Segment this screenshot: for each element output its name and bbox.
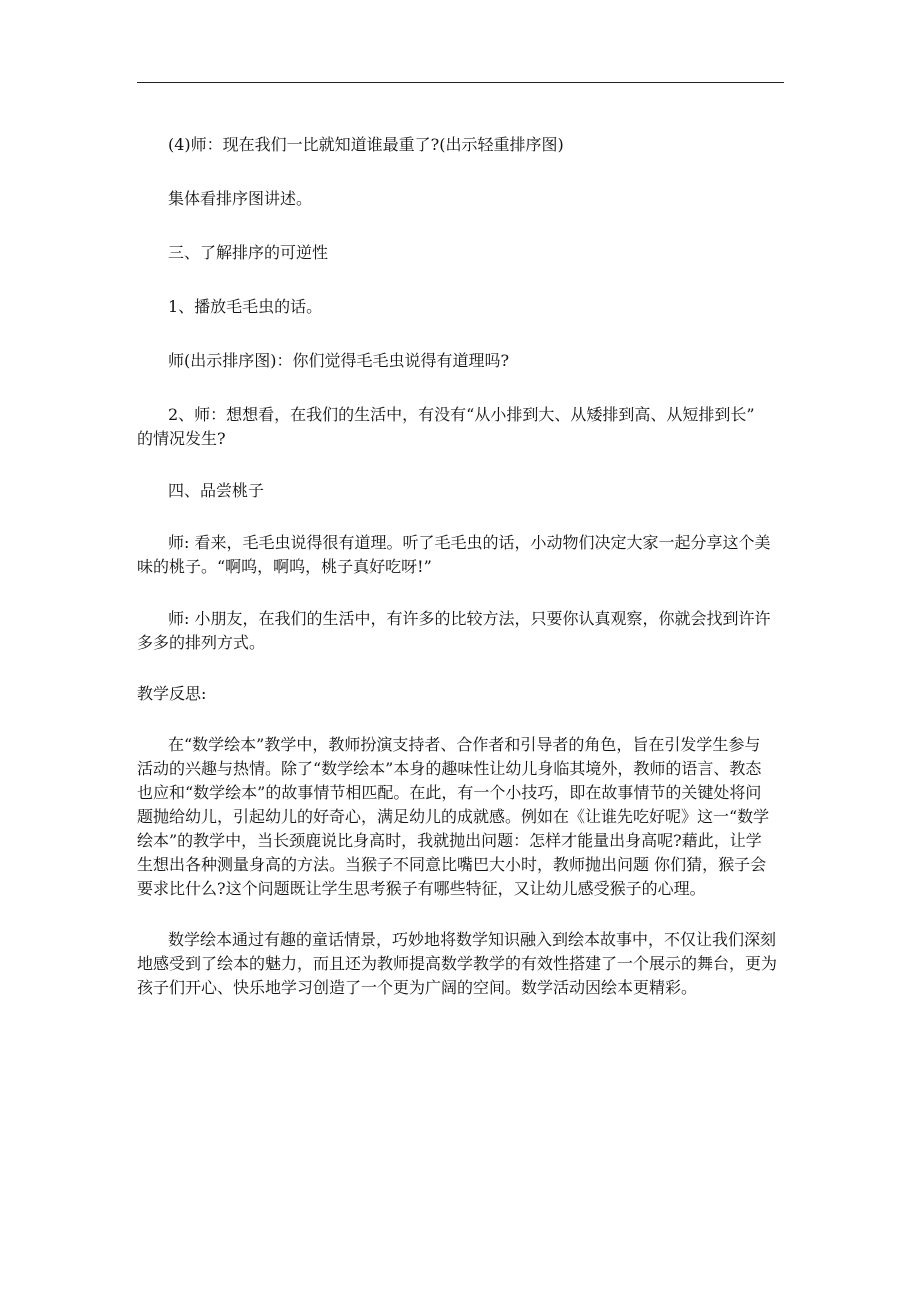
text-line: 也应和“数学绘本”的故事情节相匹配。在此，有一个小技巧，即在故事情节的关键处将问	[137, 783, 762, 802]
paragraph-reflection-1	[137, 733, 782, 901]
text-line: 在“数学绘本”教学中，教师扮演支持者、合作者和引导者的角色，旨在引发学生参与	[168, 735, 761, 754]
text-line: 1、播放毛毛虫的话。	[168, 297, 323, 316]
section-heading-teaching-reflection	[137, 682, 782, 706]
paragraph-reflection-2	[137, 928, 782, 1000]
paragraph-teacher-question	[137, 349, 782, 373]
paragraph-share-peach	[137, 531, 782, 579]
text-line: 地感受到了绘本的魅力，而且还为教师提高数学教学的有效性搭建了一个展示的舞台，更为	[137, 954, 778, 973]
text-line: 数学绘本通过有趣的童话情景，巧妙地将数学知识融入到绘本故事中，不仅让我们深刻	[168, 930, 777, 949]
text-line: 要求比什么?这个问题既让学生思考猴子有哪些特征，又让幼儿感受猴子的心理。	[137, 879, 706, 898]
paragraph-play-caterpillar	[137, 295, 782, 319]
text-line: 师(出示排序图)：你们觉得毛毛虫说得有道理吗?	[168, 351, 510, 370]
paragraph-group-narration	[137, 187, 782, 211]
text-line: 三、了解排序的可逆性	[168, 243, 329, 262]
section-heading-taste-peach	[137, 479, 782, 503]
text-line: 题抛给幼儿，引起幼儿的好奇心，满足幼儿的成就感。例如在《让谁先吃好呢》这一“数学	[137, 807, 770, 826]
text-line: 活动的兴趣与热情。除了“数学绘本”本身的趣味性让幼儿身临其境外，教师的语言、教态	[137, 759, 762, 778]
text-line: (4)师：现在我们一比就知道谁最重了?(出示轻重排序图)	[168, 135, 564, 154]
text-line: 的情况发生?	[137, 429, 226, 448]
text-line: 师: 看来，毛毛虫说得很有道理。听了毛毛虫的话，小动物们决定大家一起分享这个美	[168, 533, 771, 552]
header-rule	[137, 82, 784, 83]
text-line: 孩子们开心、快乐地学习创造了一个更为广阔的空间。数学活动因绘本更精彩。	[137, 978, 698, 997]
paragraph-think-about-life	[137, 403, 782, 451]
text-line: 绘本”的教学中，当长颈鹿说比身高时，我就抛出问题：怎样才能量出身高呢?藉此，让学	[137, 831, 762, 850]
text-line: 味的桃子。“啊呜，啊呜，桃子真好吃呀!”	[137, 557, 432, 576]
text-line: 教学反思:	[137, 684, 207, 703]
document-body	[137, 133, 782, 1000]
text-line: 多多的排列方式。	[137, 633, 266, 652]
text-line: 生想出各种测量身高的方法。当猴子不同意比嘴巴大小时，教师抛出问题 你们猜，猴子会	[137, 855, 767, 874]
text-line: 师: 小朋友，在我们的生活中，有许多的比较方法，只要你认真观察，你就会找到许许	[168, 609, 771, 628]
paragraph-comparison-methods	[137, 607, 782, 655]
text-line: 四、品尝桃子	[168, 481, 265, 500]
text-line: 集体看排序图讲述。	[168, 189, 313, 208]
text-line: 2、师：想想看，在我们的生活中，有没有“从小排到大、从矮排到高、从短排到长”	[168, 405, 755, 424]
paragraph-show-weight-order	[137, 133, 782, 157]
section-heading-reversibility	[137, 241, 782, 265]
